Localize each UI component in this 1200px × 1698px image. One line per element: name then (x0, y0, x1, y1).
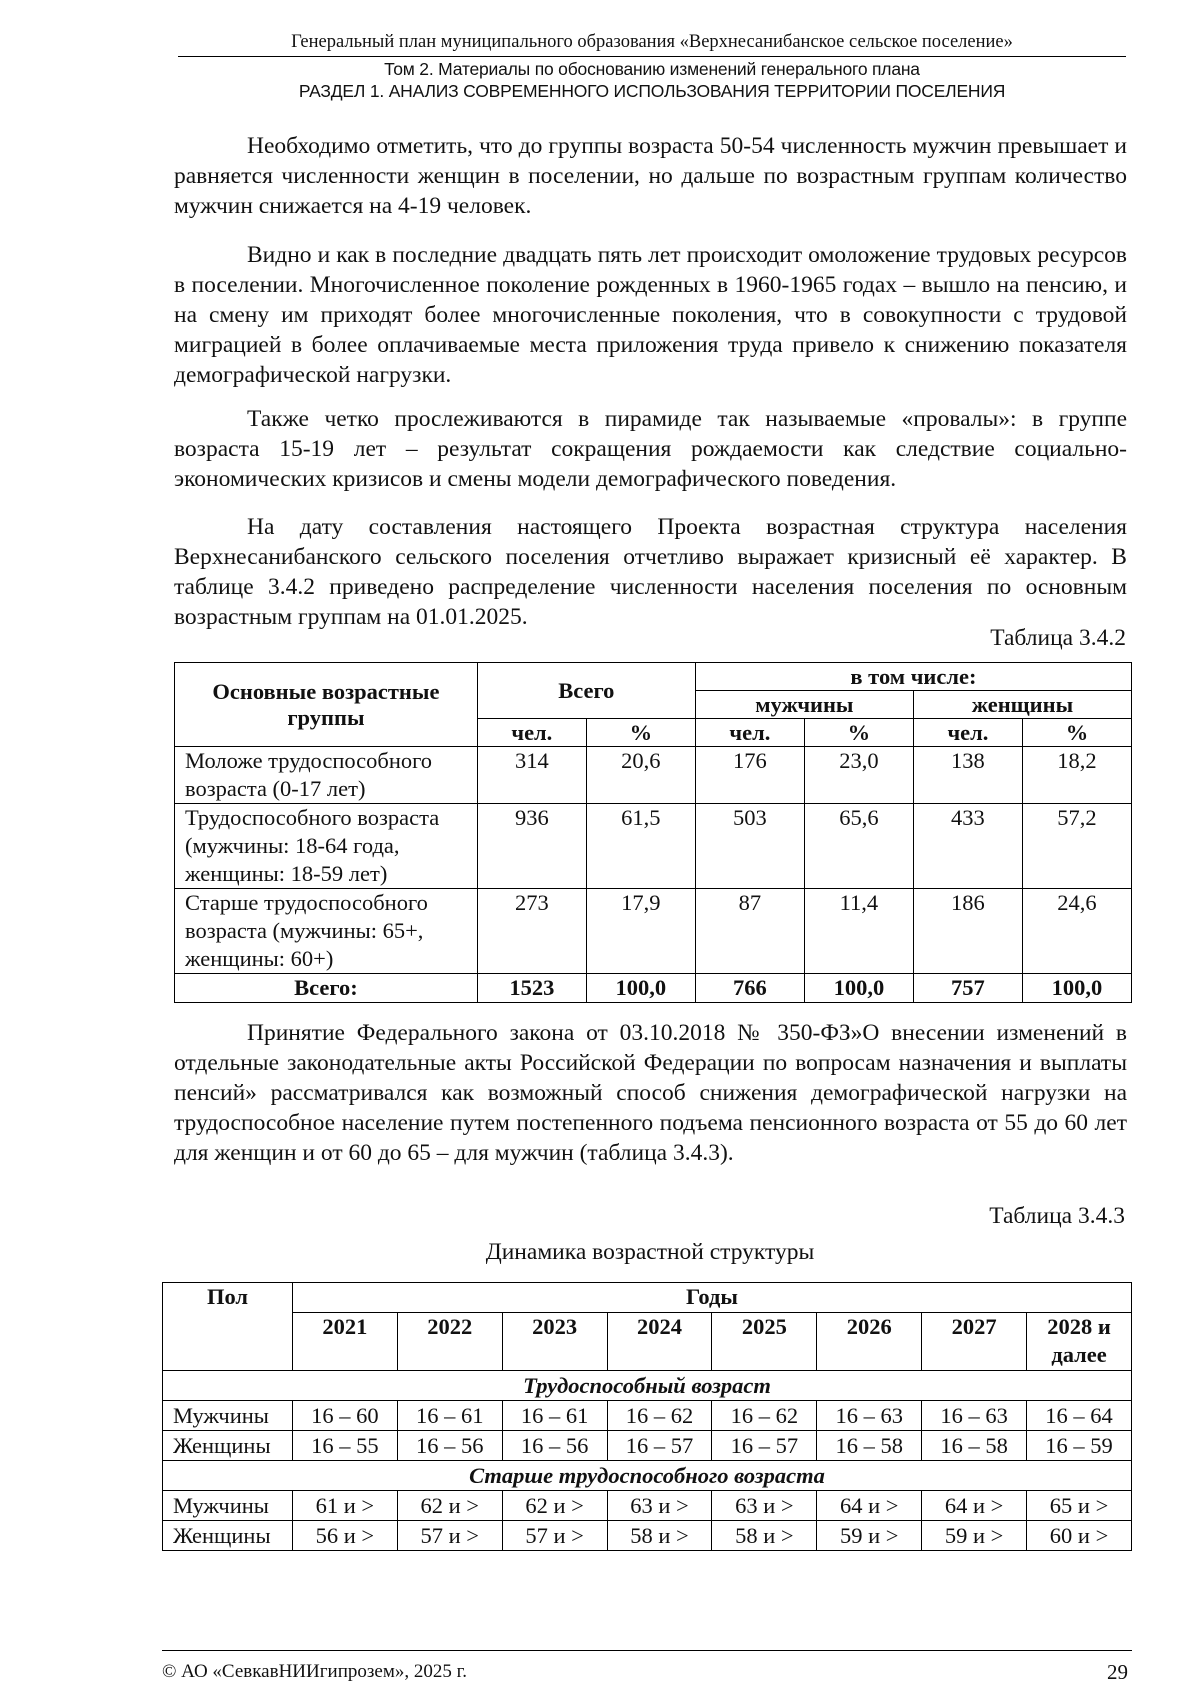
table-total-row (175, 974, 1132, 1003)
head-sex: Пол (163, 1283, 293, 1371)
section-title-above-working-age: Старше трудоспособного возраста (163, 1461, 1132, 1491)
cell-total-percent: 61,5 (586, 804, 695, 889)
year-2024: 2024 (607, 1313, 712, 1371)
total-women-percent: 100,0 (1022, 974, 1131, 1003)
cell-value: 16 – 55 (292, 1431, 397, 1461)
cell-value: 56 и > (292, 1521, 397, 1551)
table-row (163, 1521, 1132, 1551)
cell-women-percent: 57,2 (1022, 804, 1131, 889)
head-including: в том числе: (695, 663, 1131, 691)
table-row (163, 1431, 1132, 1461)
cell-value: 16 – 56 (397, 1431, 502, 1461)
head-men: мужчины (695, 691, 913, 719)
cell-men-people: 87 (695, 889, 804, 974)
table-row (163, 1401, 1132, 1431)
table-row (163, 1491, 1132, 1521)
age-groups-table (174, 662, 1132, 1003)
cell-value: 16 – 57 (712, 1431, 817, 1461)
cell-value: 16 – 62 (607, 1401, 712, 1431)
year-2021: 2021 (292, 1313, 397, 1371)
cell-value: 16 – 58 (922, 1431, 1027, 1461)
cell-value: 16 – 56 (502, 1431, 607, 1461)
cell-value: 16 – 61 (397, 1401, 502, 1431)
table-row (175, 889, 1132, 974)
head-years: Годы (292, 1283, 1131, 1313)
cell-total-people: 273 (477, 889, 586, 974)
head-age-group: Основные возрастные группы (175, 663, 478, 747)
cell-value: 60 и > (1027, 1521, 1132, 1551)
row-sex: Мужчины (163, 1401, 293, 1431)
row-sex: Женщины (163, 1521, 293, 1551)
row-sex: Мужчины (163, 1491, 293, 1521)
cell-value: 58 и > (607, 1521, 712, 1551)
unit-people: чел. (913, 719, 1022, 747)
header-section: РАЗДЕЛ 1. АНАЛИЗ СОВРЕМЕННОГО ИСПОЛЬЗОВАНИЯ ТЕРРИТОРИИ ПОСЕЛЕНИЯ (298, 81, 1006, 101)
cell-men-percent: 23,0 (804, 747, 913, 804)
cell-value: 16 – 59 (1027, 1431, 1132, 1461)
cell-women-percent: 18,2 (1022, 747, 1131, 804)
table-row (175, 804, 1132, 889)
paragraph-1: Необходимо отметить, что до группы возраста 50-54 численность мужчин превышает и равняется численности женщин в поселении, но дальше по возрастным группам количество мужчин снижается на 4-19 человек. (174, 133, 1127, 219)
cell-total-percent: 20,6 (586, 747, 695, 804)
cell-value: 63 и > (607, 1491, 712, 1521)
cell-men-percent: 11,4 (804, 889, 913, 974)
unit-people: чел. (477, 719, 586, 747)
paragraph-3: Также четко прослеживаются в пирамиде так называемые «провалы»: в группе возраста 15-19 лет – результат сокращения рождаемости как следствие социально-экономических кризисов и смены модели демографического поведения. (174, 406, 1127, 492)
total-women-people: 757 (913, 974, 1022, 1003)
cell-value: 16 – 60 (292, 1401, 397, 1431)
total-percent: 100,0 (586, 974, 695, 1003)
cell-value: 62 и > (502, 1491, 607, 1521)
cell-value: 16 – 63 (817, 1401, 922, 1431)
total-men-people: 766 (695, 974, 804, 1003)
cell-value: 59 и > (817, 1521, 922, 1551)
year-2023: 2023 (502, 1313, 607, 1371)
page-footer (162, 1650, 1132, 1684)
cell-men-people: 176 (695, 747, 804, 804)
head-total: Всего (477, 663, 695, 719)
age-dynamics-table (162, 1282, 1132, 1551)
cell-value: 59 и > (922, 1521, 1027, 1551)
cell-value: 62 и > (397, 1491, 502, 1521)
head-women: женщины (913, 691, 1131, 719)
section-title-working-age: Трудоспособный возраст (163, 1371, 1132, 1401)
cell-value: 58 и > (712, 1521, 817, 1551)
paragraph-4: На дату составления настоящего Проекта возрастная структура населения Верхнесанибанского сельского поселения отчетливо выражает кризисный её характер. В таблице 3.4.2 приведено распределение численности населения поселения по основным возрастным группам на 01.01.2025. (174, 514, 1127, 630)
cell-value: 16 – 61 (502, 1401, 607, 1431)
header-volume: Том 2. Материалы по обоснованию изменений генерального плана (384, 59, 920, 79)
cell-total-percent: 17,9 (586, 889, 695, 974)
total-label: Всего: (175, 974, 478, 1003)
cell-women-percent: 24,6 (1022, 889, 1131, 974)
paragraph-5: Принятие Федерального закона от 03.10.2018 № 350-ФЗ»О внесении изменений в отдельные законодательные акты Российской Федерации по вопросам назначения и выплаты пенсий» рассматривался как возможный способ снижения демографической нагрузки на трудоспособное население путем постепенного подъема пенсионного возраста от 55 до 60 лет для женщин и от 60 до 65 – для мужчин (таблица 3.4.3). (174, 1020, 1127, 1166)
cell-women-people: 186 (913, 889, 1022, 974)
paragraph-2: Видно и как в последние двадцать пять лет происходит омоложение трудовых ресурсов в поселении. Многочисленное поколение рожденных в 1960-1965 годах – вышло на пенсию, и на смену им приходят более многочисленные поколения, что в совокупности с трудовой миграцией в более оплачиваемые места приложения труда привело к снижению показателя демографической нагрузки. (174, 242, 1127, 388)
cell-value: 57 и > (397, 1521, 502, 1551)
page-header (178, 30, 1126, 102)
cell-value: 61 и > (292, 1491, 397, 1521)
row-label: Старше трудоспособного возраста (мужчины: 65+, женщины: 60+) (175, 889, 478, 974)
cell-men-people: 503 (695, 804, 804, 889)
page-number: 29 (1107, 1660, 1128, 1684)
table-3-4-3-title: Динамика возрастной структуры (485, 1239, 815, 1265)
row-label: Моложе трудоспособного возраста (0-17 лет) (175, 747, 478, 804)
row-sex: Женщины (163, 1431, 293, 1461)
cell-value: 16 – 63 (922, 1401, 1027, 1431)
cell-value: 16 – 62 (712, 1401, 817, 1431)
unit-percent: % (804, 719, 913, 747)
cell-value: 16 – 64 (1027, 1401, 1132, 1431)
cell-value: 63 и > (712, 1491, 817, 1521)
unit-people: чел. (695, 719, 804, 747)
cell-value: 16 – 57 (607, 1431, 712, 1461)
year-2022: 2022 (397, 1313, 502, 1371)
unit-percent: % (586, 719, 695, 747)
cell-value: 64 и > (817, 1491, 922, 1521)
cell-total-people: 314 (477, 747, 586, 804)
cell-value: 57 и > (502, 1521, 607, 1551)
cell-total-people: 936 (477, 804, 586, 889)
cell-value: 65 и > (1027, 1491, 1132, 1521)
year-2027: 2027 (922, 1313, 1027, 1371)
year-2028-and-later: 2028 и далее (1027, 1313, 1132, 1371)
footer-copyright: © АО «СевкавНИИгипрозем», 2025 г. (162, 1661, 467, 1682)
header-title: Генеральный план муниципального образования «Верхнесанибанское сельское поселение» (178, 30, 1126, 57)
year-2025: 2025 (712, 1313, 817, 1371)
year-2026: 2026 (817, 1313, 922, 1371)
table-row (175, 747, 1132, 804)
cell-women-people: 433 (913, 804, 1022, 889)
total-people: 1523 (477, 974, 586, 1003)
row-label: Трудоспособного возраста (мужчины: 18-64 года, женщины: 18-59 лет) (175, 804, 478, 889)
cell-women-people: 138 (913, 747, 1022, 804)
cell-value: 16 – 58 (817, 1431, 922, 1461)
cell-men-percent: 65,6 (804, 804, 913, 889)
table-3-4-2-caption: Таблица 3.4.2 (990, 625, 1126, 651)
table-3-4-3-caption: Таблица 3.4.3 (989, 1203, 1125, 1229)
total-men-percent: 100,0 (804, 974, 913, 1003)
cell-value: 64 и > (922, 1491, 1027, 1521)
unit-percent: % (1022, 719, 1131, 747)
